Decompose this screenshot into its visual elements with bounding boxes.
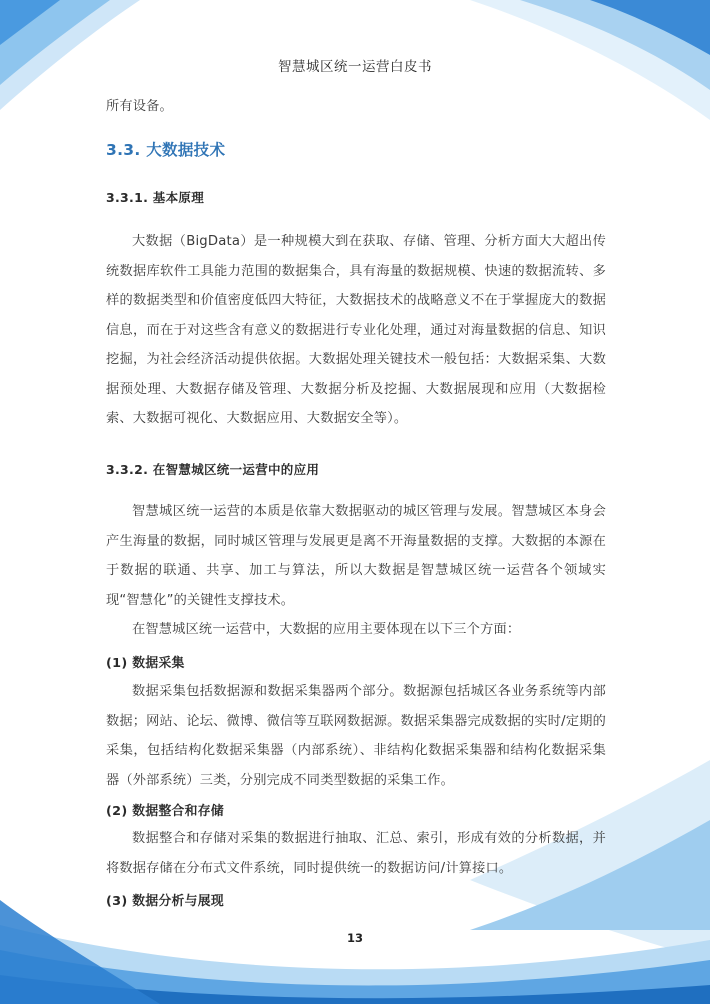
storage-block	[106, 824, 606, 883]
intro-fragment-block	[106, 92, 606, 122]
collection-paragraph: 数据采集包括数据源和数据采集器两个部分。数据源包括城区各业务系统等内部数据；网站、论坛、微博、微信等互联网数据源。数据采集器完成数据的实时/定期的采集，包括结构化数据采集器（内部系统）、非结构化数据采集器和结构化数据采集器（外部系统）三类，分别完成不同类型数据的采集工作。	[106, 684, 606, 788]
storage-paragraph: 数据整合和存储对采集的数据进行抽取、汇总、索引，形成有效的分析数据，并将数据存储在分布式文件系统，同时提供统一的数据访问/计算接口。	[106, 831, 606, 876]
page-number: 13	[346, 931, 363, 945]
item-title-collection: (1) 数据采集	[106, 656, 185, 671]
intro-fragment: 所有设备。	[106, 99, 173, 114]
section-heading: 3.3. 大数据技术	[106, 141, 226, 159]
application-paragraph-1: 智慧城区统一运营的本质是依靠大数据驱动的城区管理与发展。智慧城区本身会产生海量的数据，同时城区管理与发展更是离不开海量数据的支撑。大数据的本源在于数据的联通、共享、加工与算法，所以大数据是智慧城区统一运营各个领域实现“智慧化”的关键性支撑技术。	[106, 504, 606, 608]
application-block	[106, 497, 606, 645]
basic-principle-paragraph: 大数据（BigData）是一种规模大到在获取、存储、管理、分析方面大大超出传统数据库软件工具能力范围的数据集合，具有海量的数据规模、快速的数据流转、多样的数据类型和价值密度低四大特征，大数据技术的战略意义不在于掌握庞大的数据信息，而在于对这些含有意义的数据进行专业化处理，通过对海量数据的信息、知识挖掘，为社会经济活动提供依据。大数据处理关键技术一般包括：大数据采集、大数据预处理、大数据存储及管理、大数据分析及挖掘、大数据展现和应用（大数据检索、大数据可视化、大数据应用、大数据安全等）。	[106, 234, 606, 426]
collection-block	[106, 677, 606, 795]
page-header-title: 智慧城区统一运营白皮书	[278, 59, 432, 75]
basic-principle-block	[106, 227, 606, 434]
item-title-storage: (2) 数据整合和存储	[106, 804, 224, 819]
item-title-analysis: (3) 数据分析与展现	[106, 894, 224, 909]
application-paragraph-2: 在智慧城区统一运营中，大数据的应用主要体现在以下三个方面：	[132, 622, 521, 637]
subsection-heading-basic: 3.3.1. 基本原理	[106, 190, 204, 205]
subsection-heading-application: 3.3.2. 在智慧城区统一运营中的应用	[106, 462, 320, 477]
